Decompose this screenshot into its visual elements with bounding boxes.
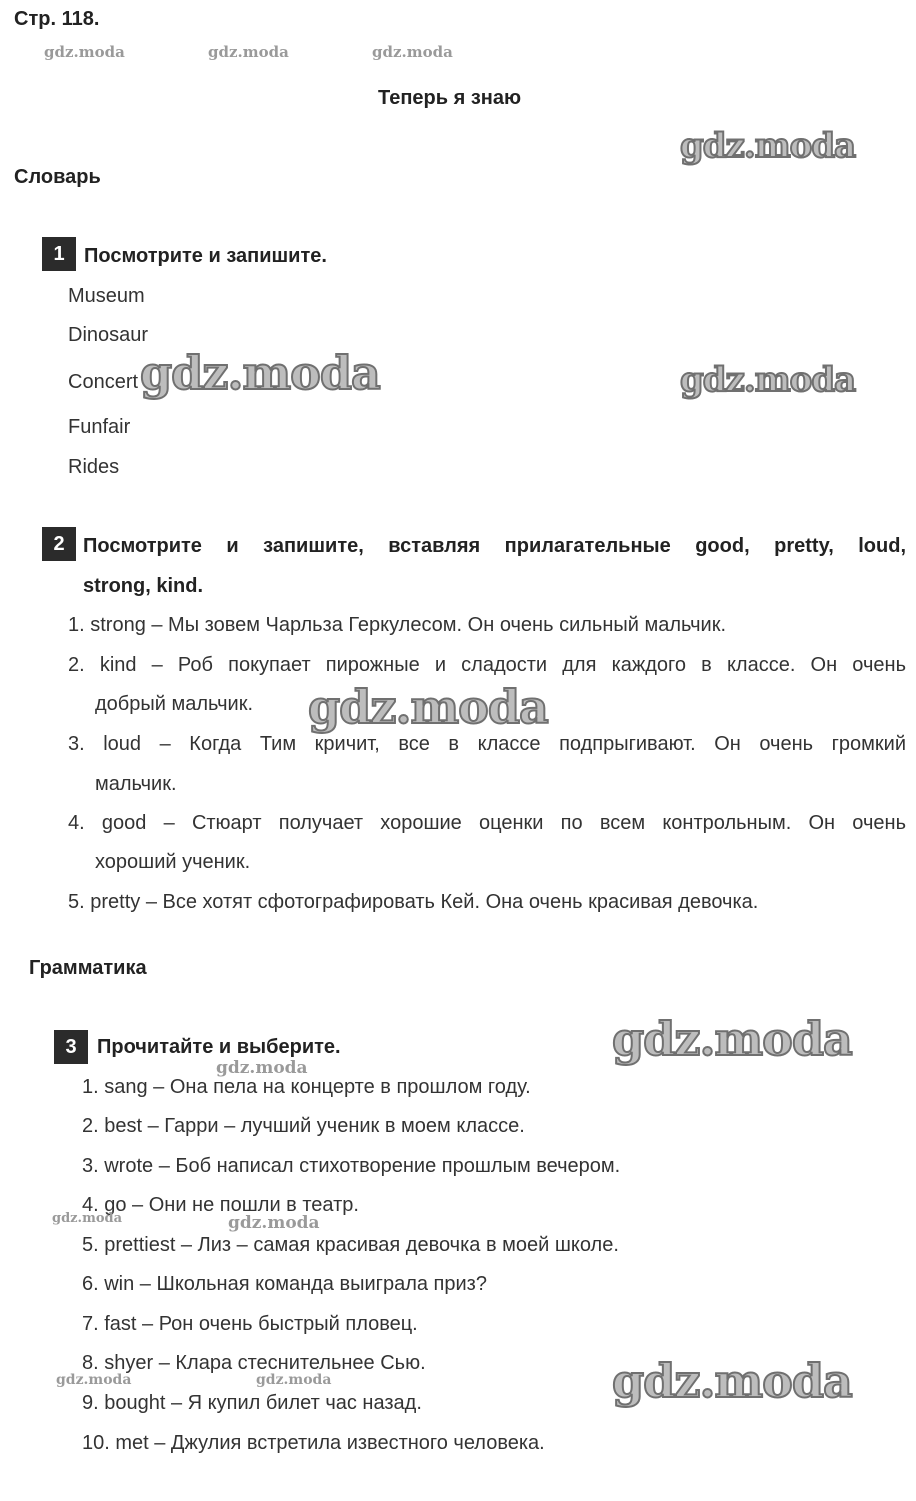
exercise-item: 7. fast – Рон очень быстрый пловец. bbox=[82, 1313, 418, 1335]
exercise-item-continued: мальчик. bbox=[95, 773, 177, 795]
watermark-small: gdz.moda bbox=[372, 43, 453, 61]
exercise-item: 8. shyer – Клара стеснительнее Сью. bbox=[82, 1352, 426, 1374]
section-heading-vocabulary: Словарь bbox=[14, 166, 101, 188]
watermark-small: gdz.moda bbox=[44, 43, 125, 61]
vocabulary-word: Funfair bbox=[68, 416, 131, 438]
exercise-item: 2. best – Гарри – лучший ученик в моем классе. bbox=[82, 1115, 525, 1137]
watermark-small: gdz.moda bbox=[256, 1372, 332, 1388]
watermark-small: gdz.moda bbox=[216, 1058, 308, 1078]
task-title-continued: strong, kind. bbox=[83, 575, 203, 597]
watermark-small: gdz.moda bbox=[52, 1211, 123, 1226]
exercise-item: 2. kind – Роб покупает пирожные и сладости для каждого в классе. Он очень bbox=[68, 654, 906, 676]
exercise-item: 3. loud – Когда Тим кричит, все в классе подпрыгивают. Он очень громкий bbox=[68, 733, 906, 755]
exercise-item: 5. prettiest – Лиз – самая красивая девочка в моей школе. bbox=[82, 1234, 619, 1256]
watermark-small: gdz.moda bbox=[56, 1372, 132, 1388]
page-number-header: Стр. 118. bbox=[14, 8, 100, 30]
watermark-large: gdz.moda bbox=[308, 680, 548, 734]
watermark-large: gdz.moda bbox=[612, 1012, 852, 1066]
watermark-large: gdz.moda bbox=[612, 1354, 852, 1408]
vocabulary-word: Concert bbox=[68, 371, 139, 393]
exercise-item: 10. met – Джулия встретила известного человека. bbox=[82, 1432, 545, 1454]
task-title: Прочитайте и выберите. bbox=[97, 1036, 341, 1058]
section-heading-grammar: Грамматика bbox=[29, 957, 147, 979]
exercise-item: 6. win – Школьная команда выиграла приз? bbox=[82, 1273, 487, 1295]
vocabulary-word: Museum bbox=[68, 285, 145, 307]
task-title: Посмотрите и запишите. bbox=[84, 245, 327, 267]
task-number-badge: 1 bbox=[42, 237, 76, 271]
watermark-large: gdz.moda bbox=[140, 346, 380, 400]
vocabulary-word: Dinosaur bbox=[68, 324, 149, 346]
exercise-item: 1. sang – Она пела на концерте в прошлом году. bbox=[82, 1076, 531, 1098]
exercise-item-continued: добрый мальчик. bbox=[95, 693, 253, 715]
exercise-item: 9. bought – Я купил билет час назад. bbox=[82, 1392, 422, 1414]
exercise-item: 5. pretty – Все хотят сфотографировать Кей. Она очень красивая девочка. bbox=[68, 891, 759, 913]
watermark-large: gdz.moda bbox=[680, 360, 856, 400]
page-title: Теперь я знаю bbox=[378, 87, 522, 109]
task-title: Посмотрите и запишите, вставляя прилагательные good, pretty, loud, bbox=[83, 535, 906, 557]
watermark-small: gdz.moda bbox=[208, 43, 289, 61]
exercise-item-continued: хороший ученик. bbox=[95, 851, 251, 873]
task-number-badge: 3 bbox=[54, 1030, 88, 1064]
exercise-item: 4. go – Они не пошли в театр. bbox=[82, 1194, 359, 1216]
exercise-item: 3. wrote – Боб написал стихотворение прошлым вечером. bbox=[82, 1155, 621, 1177]
exercise-item: 4. good – Стюарт получает хорошие оценки по всем контрольным. Он очень bbox=[68, 812, 906, 834]
exercise-item: 1. strong – Мы зовем Чарльза Геркулесом. Он очень сильный мальчик. bbox=[68, 614, 726, 636]
task-number-badge: 2 bbox=[42, 527, 76, 561]
vocabulary-word: Rides bbox=[68, 456, 120, 478]
watermark-small: gdz.moda bbox=[228, 1213, 320, 1233]
watermark-large: gdz.moda bbox=[680, 126, 856, 166]
